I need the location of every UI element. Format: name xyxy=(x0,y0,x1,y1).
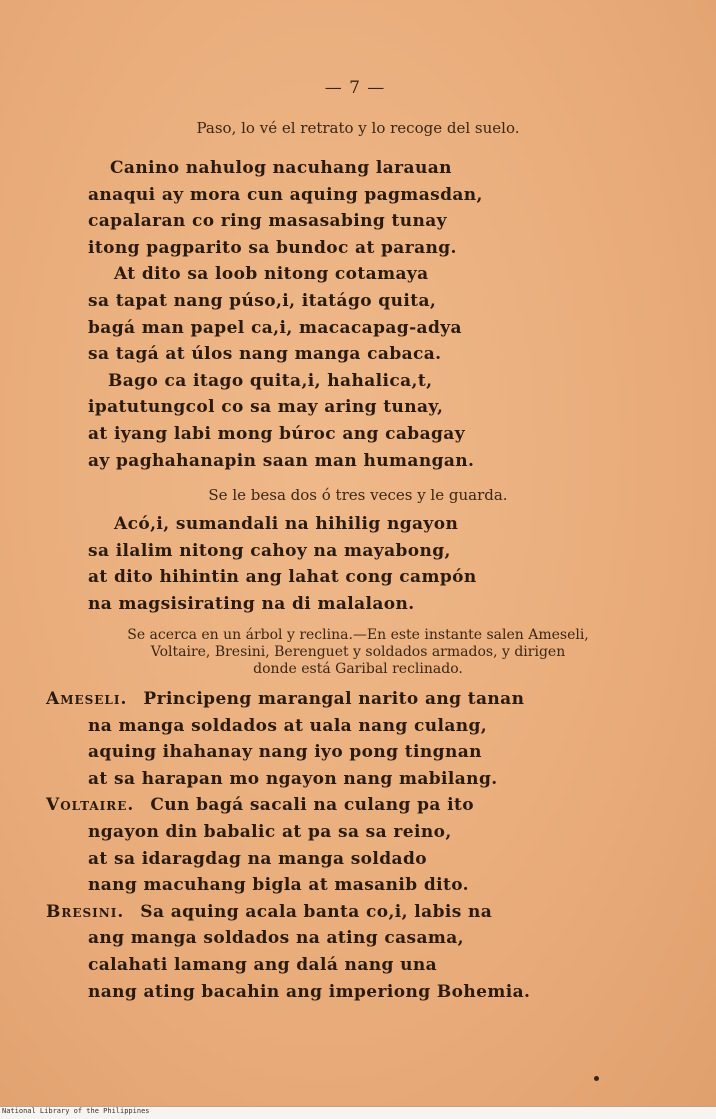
verse-line: At dito sa loob nitong cotamaya xyxy=(114,264,429,285)
dialogue-line xyxy=(0,872,716,899)
verse-line: at dito hihintin ang lahat cong campón xyxy=(88,567,477,588)
dialogue-text: Sa aquing acala banta co,i, labis na xyxy=(140,901,493,922)
verse-line: sa tagá at úlos nang manga cabaca. xyxy=(88,344,442,365)
dialogue-text: at sa harapan mo ngayon nang mabilang. xyxy=(88,768,498,789)
verse-line: ipatutungcol co sa may aring tunay, xyxy=(88,397,444,418)
stage-direction-line: Se acerca en un árbol y reclina.—En este instante salen Ameseli, xyxy=(127,627,589,643)
verse-line: Bago ca itago quita,i, hahalica,t, xyxy=(108,370,433,391)
page-number: — 7 — xyxy=(324,78,386,98)
dialogue-line xyxy=(0,846,716,873)
dialogue-line xyxy=(0,792,716,819)
stage-direction-line: donde está Garibal reclinado. xyxy=(253,661,463,677)
dialogue-text: at sa idaragdag na manga soldado xyxy=(88,848,427,869)
verse-block-2 xyxy=(0,511,716,617)
dialogue-text: ngayon din babalic at pa sa sa reino, xyxy=(88,821,452,842)
verse-line: bagá man papel ca,i, macacapag-adya xyxy=(88,317,462,338)
ink-speck xyxy=(594,1076,599,1081)
dialogue-line xyxy=(0,713,716,740)
dialogue-text: nang macuhang bigla at masanib dito. xyxy=(88,875,469,896)
dialogue-text: calahati lamang ang dalá nang una xyxy=(88,954,438,975)
verse-line: itong pagparito sa bundoc at parang. xyxy=(88,237,457,258)
speaker-name: Bresini. xyxy=(46,901,125,922)
dialogue-line xyxy=(0,979,716,1006)
stage-direction-line: Voltaire, Bresini, Berenguet y soldados armados, y dirigen xyxy=(150,644,566,660)
verse-line: capalaran co ring masasabing tunay xyxy=(88,211,447,232)
verse-line: ay paghahanapin saan man humangan. xyxy=(88,450,475,471)
verse-line: na magsisirating na di malalaon. xyxy=(88,593,415,614)
stage-direction-1: Paso, lo vé el retrato y lo recoge del suelo. xyxy=(196,119,520,137)
dialogue-line xyxy=(0,952,716,979)
verse-line: Acó,i, sumandali na hihilig ngayon xyxy=(114,514,459,534)
dialogue-line xyxy=(0,766,716,793)
footer-credit: National Library of the Philippines xyxy=(2,1107,150,1115)
speaker-name: Ameseli. xyxy=(46,689,128,709)
verse-line: at iyang labi mong búroc ang cabagay xyxy=(88,423,465,444)
dialogue-line xyxy=(0,899,716,926)
footer-bar xyxy=(0,1106,716,1119)
dialogue-text: Cun bagá sacali na culang pa ito xyxy=(150,795,474,816)
dialogue-text: na manga soldados at uala nang culang, xyxy=(88,715,488,736)
dialogue-line xyxy=(0,925,716,952)
dialogue-line xyxy=(0,819,716,846)
dialogue-block xyxy=(0,686,716,1005)
stage-direction-2: Se le besa dos ó tres veces y le guarda. xyxy=(208,486,508,504)
verse-line: Canino nahulog nacuhang larauan xyxy=(110,158,452,178)
dialogue-text: nang ating bacahin ang imperiong Bohemia. xyxy=(88,981,531,1002)
stage-direction-3 xyxy=(0,627,716,678)
verse-line: anaqui ay mora cun aquing pagmasdan, xyxy=(88,184,483,205)
verse-line: sa tapat nang púso,i, itatágo quita, xyxy=(88,290,437,311)
dialogue-text: ang manga soldados na ating casama, xyxy=(88,928,465,949)
dialogue-line xyxy=(0,739,716,766)
dialogue-line xyxy=(0,686,716,713)
speaker-name: Voltaire. xyxy=(46,795,135,816)
dialogue-text: Principeng marangal narito ang tanan xyxy=(143,689,525,709)
dialogue-text: aquing ihahanay nang iyo pong tingnan xyxy=(88,742,482,763)
verse-block-1 xyxy=(0,155,716,474)
verse-line: sa ilalim nitong cahoy na mayabong, xyxy=(88,540,451,561)
